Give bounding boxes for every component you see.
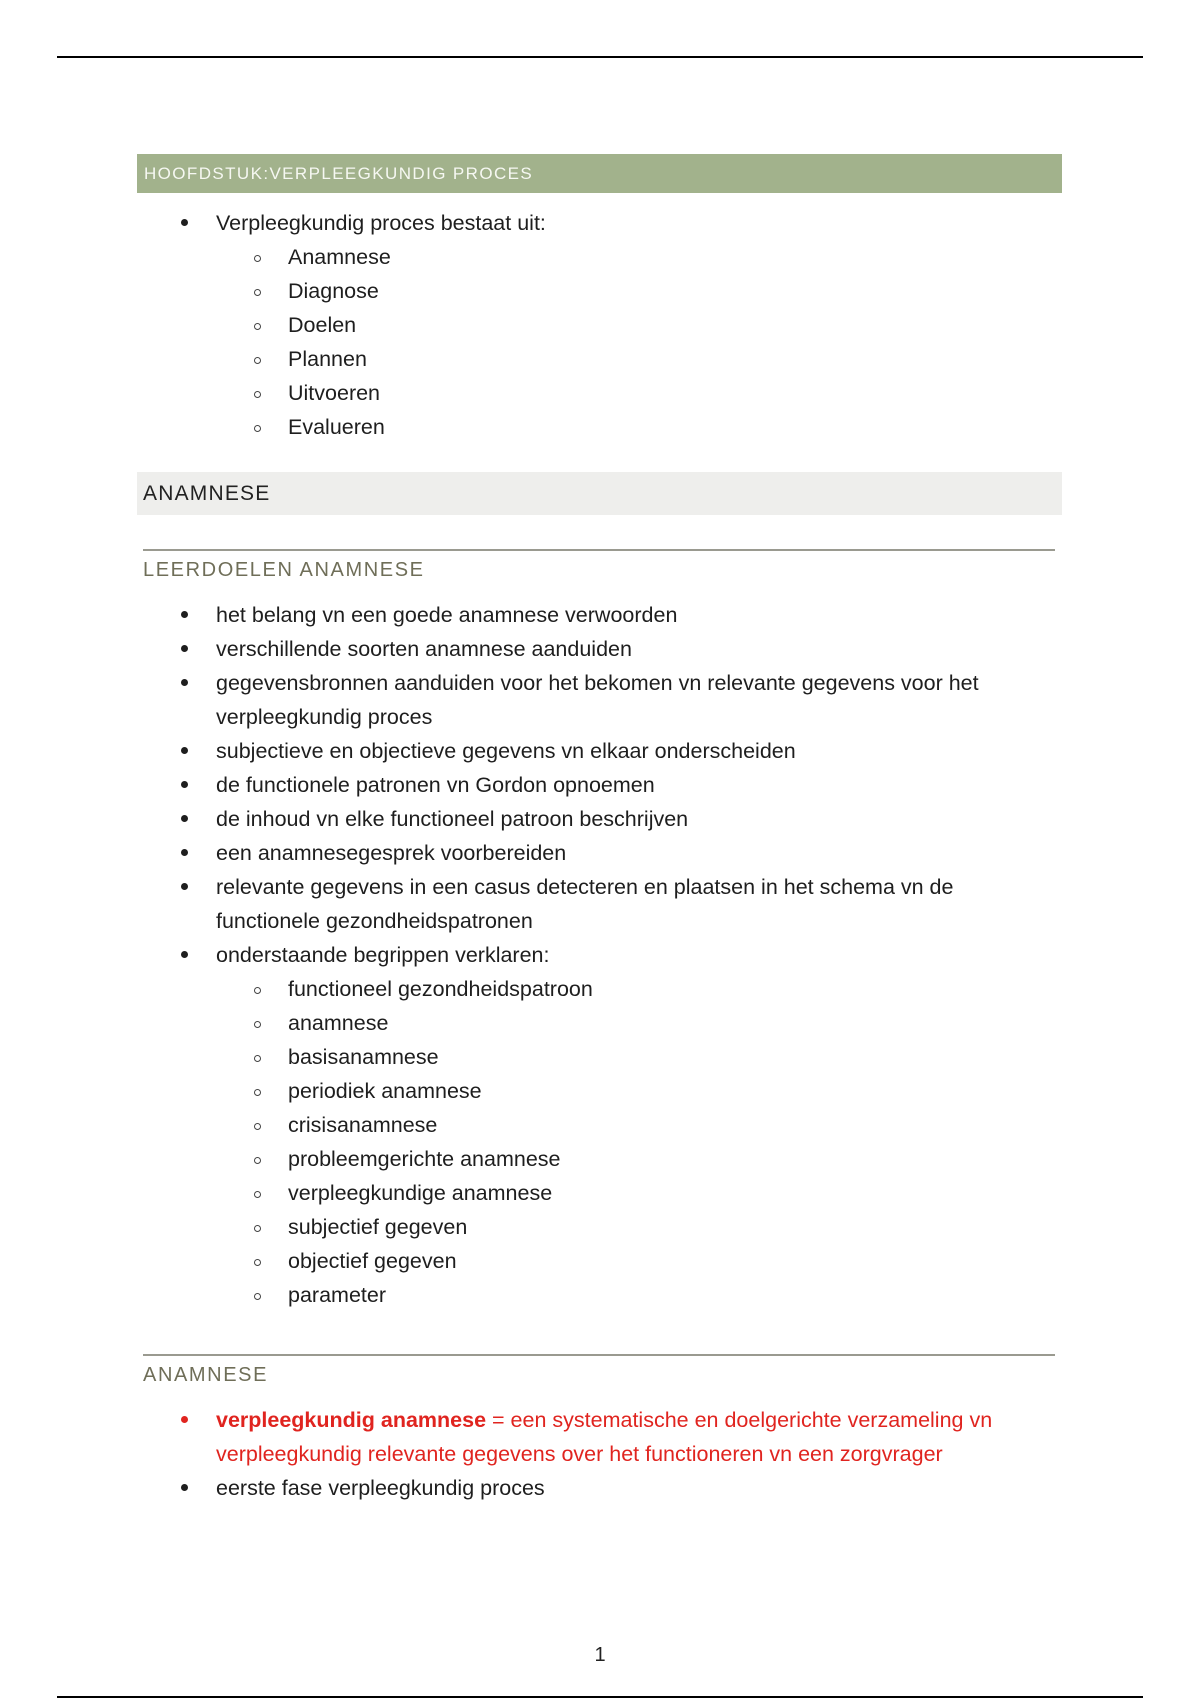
definition-line: verpleegkundig relevante gegevens over het functioneren vn een zorgvrager xyxy=(216,1442,943,1466)
list-item: subjectieve en objectieve gegevens vn elkaar onderscheiden xyxy=(0,734,1200,768)
footer-rule xyxy=(57,1696,1143,1698)
anamnese-list xyxy=(0,1403,1200,1505)
definition-item xyxy=(0,1403,1200,1471)
list-item: eerste fase verpleegkundig proces xyxy=(0,1471,1200,1505)
page-number: 1 xyxy=(594,1644,606,1666)
list-item xyxy=(0,666,1200,734)
term-item: verpleegkundige anamnese xyxy=(0,1176,1200,1210)
chapter-heading xyxy=(137,154,1062,193)
list-item: Plannen xyxy=(0,342,1200,376)
intro-list xyxy=(0,206,1200,444)
header-rule xyxy=(57,56,1143,58)
term-item: basisanamnese xyxy=(0,1040,1200,1074)
list-item-line: verpleegkundig proces xyxy=(216,705,433,729)
learning-goals-heading xyxy=(143,549,1055,582)
anamnese-subheading-text: ANAMNESE xyxy=(143,1364,269,1386)
definition-text: = een systematische en doelgerichte verzameling vn xyxy=(486,1408,993,1432)
anamnese-subheading xyxy=(143,1354,1055,1387)
section-heading xyxy=(137,472,1062,515)
term-item: probleemgerichte anamnese xyxy=(0,1142,1200,1176)
term-item: periodiek anamnese xyxy=(0,1074,1200,1108)
list-item-line: relevante gegevens in een casus detecteren en plaatsen in het schema vn de xyxy=(216,875,954,899)
learning-goals-list xyxy=(0,598,1200,1312)
list-item: de inhoud vn elke functioneel patroon beschrijven xyxy=(0,802,1200,836)
list-item: het belang vn een goede anamnese verwoorden xyxy=(0,598,1200,632)
list-item: Doelen xyxy=(0,308,1200,342)
list-item: Evalueren xyxy=(0,410,1200,444)
list-item: een anamnesegesprek voorbereiden xyxy=(0,836,1200,870)
list-item: verschillende soorten anamnese aanduiden xyxy=(0,632,1200,666)
list-item: Verpleegkundig proces bestaat uit: xyxy=(0,206,1200,240)
term-item: subjectief gegeven xyxy=(0,1210,1200,1244)
term-item: crisisanamnese xyxy=(0,1108,1200,1142)
section-heading-text: ANAMNESE xyxy=(143,481,271,505)
list-item: Anamnese xyxy=(0,240,1200,274)
chapter-heading-text: HOOFDSTUK:VERPLEEGKUNDIG PROCES xyxy=(144,163,534,183)
term-item: parameter xyxy=(0,1278,1200,1312)
list-item: onderstaande begrippen verklaren: xyxy=(0,938,1200,972)
list-item: Uitvoeren xyxy=(0,376,1200,410)
definition-term: verpleegkundig anamnese xyxy=(216,1408,487,1432)
learning-goals-heading-text: LEERDOELEN ANAMNESE xyxy=(143,559,425,581)
list-item-line: gegevensbronnen aanduiden voor het bekomen vn relevante gegevens voor het xyxy=(216,671,979,695)
list-item: de functionele patronen vn Gordon opnoemen xyxy=(0,768,1200,802)
term-item: anamnese xyxy=(0,1006,1200,1040)
list-item: Diagnose xyxy=(0,274,1200,308)
list-item-line: functionele gezondheidspatronen xyxy=(216,909,533,933)
term-item: objectief gegeven xyxy=(0,1244,1200,1278)
definition-line xyxy=(216,1403,1200,1437)
term-item: functioneel gezondheidspatroon xyxy=(0,972,1200,1006)
list-item xyxy=(0,870,1200,938)
